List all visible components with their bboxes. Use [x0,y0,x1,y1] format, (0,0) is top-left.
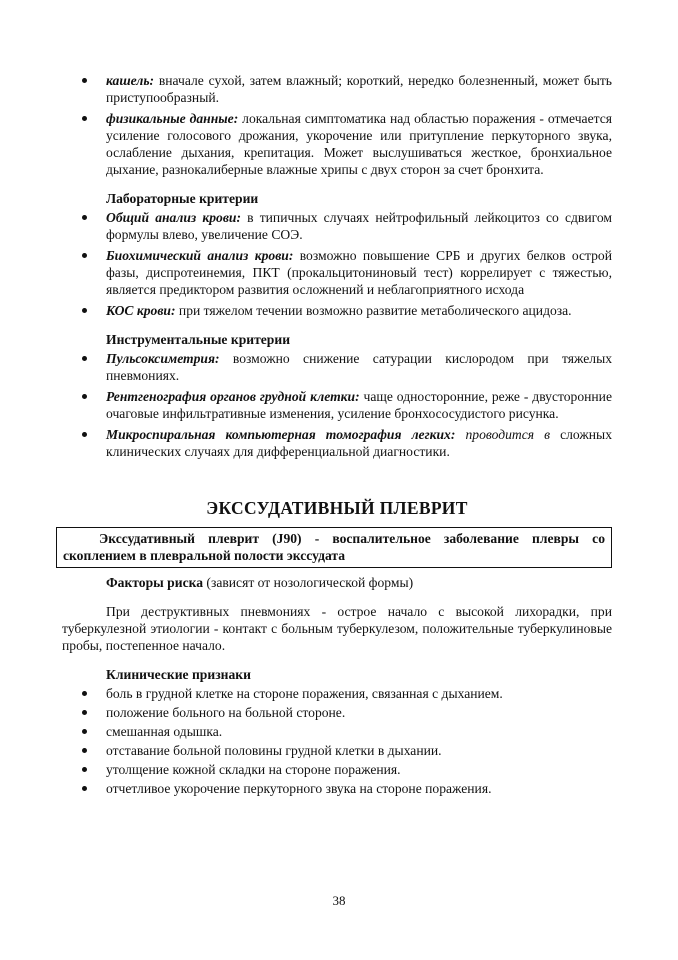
list-item: боль в грудной клетке на стороне поражения, связанная с дыханием. [62,685,612,702]
list-item: положение больного на больной стороне. [62,704,612,721]
list-item: физикальные данные: локальная симптоматика над областью поражения - отмечается усиление голосового дрожания, укорочение или притупление перкуторного звука, ослабление дыхания, крепитация. Может выслушиваться жесткое, бронхиальное дыхание, разнокалиберные влажные хрипы с двух сторон за счет бронхита. [62,110,612,178]
lab-criteria-list [62,209,612,319]
list-item: отчетливое укорочение перкуторного звука на стороне поражения. [62,780,612,797]
list-item: Рентгенография органов грудной клетки: чаще односторонние, реже - двусторонние очаговые инфильтративные изменения, усиление бронхососудистого рисунка. [62,388,612,422]
lab-criteria-heading: Лабораторные критерии [106,191,259,206]
clinical-signs-list [62,685,612,797]
section-title: ЭКССУДАТИВНЫЙ ПЛЕВРИТ [206,498,468,518]
symptom-list [62,72,612,178]
document-page [62,72,612,799]
list-item: отставание больной половины грудной клетки в дыхании. [62,742,612,759]
list-item: Пульсоксиметрия: возможно снижение сатурации кислородом при тяжелых пневмониях. [62,350,612,384]
list-item: Микроспиральная компьютерная томография легких: проводится в сложных клинических случаях для дифференциальной диагностики. [62,426,612,460]
list-item: смешанная одышка. [62,723,612,740]
list-item: Общий анализ крови: в типичных случаях нейтрофильный лейкоцитоз со сдвигом формулы влево, увеличение СОЭ. [62,209,612,243]
risk-factors-line: Факторы риска (зависят от нозологической формы) [106,575,414,590]
clinical-signs-heading: Клинические признаки [106,667,251,682]
list-item: утолщение кожной складки на стороне поражения. [62,761,612,778]
instrumental-criteria-heading: Инструментальные критерии [106,332,291,347]
list-item: кашель: вначале сухой, затем влажный; короткий, нередко болезненный, может быть приступообразный. [62,72,612,106]
list-item: КОС крови: при тяжелом течении возможно развитие метаболического ацидоза. [62,302,612,319]
risk-paragraph: При деструктивных пневмониях - острое начало с высокой лихорадки, при туберкулезной этиологии - контакт с больным туберкулезом, положительные туберкулиновые пробы, постепенное начало. [62,604,612,653]
instrumental-criteria-list [62,350,612,460]
page-number: 38 [332,893,346,908]
definition-box: Экссудативный плеврит (J90) - воспалительное заболевание плевры со скоплением в плевральной полости экссудата [56,527,612,568]
list-item: Биохимический анализ крови: возможно повышение СРБ и других белков острой фазы, диспротеинемия, ПКТ (прокальцитониновый тест) коррелирует с тяжестью, является предиктором развития осложнений и неблагоприятного исхода [62,247,612,298]
